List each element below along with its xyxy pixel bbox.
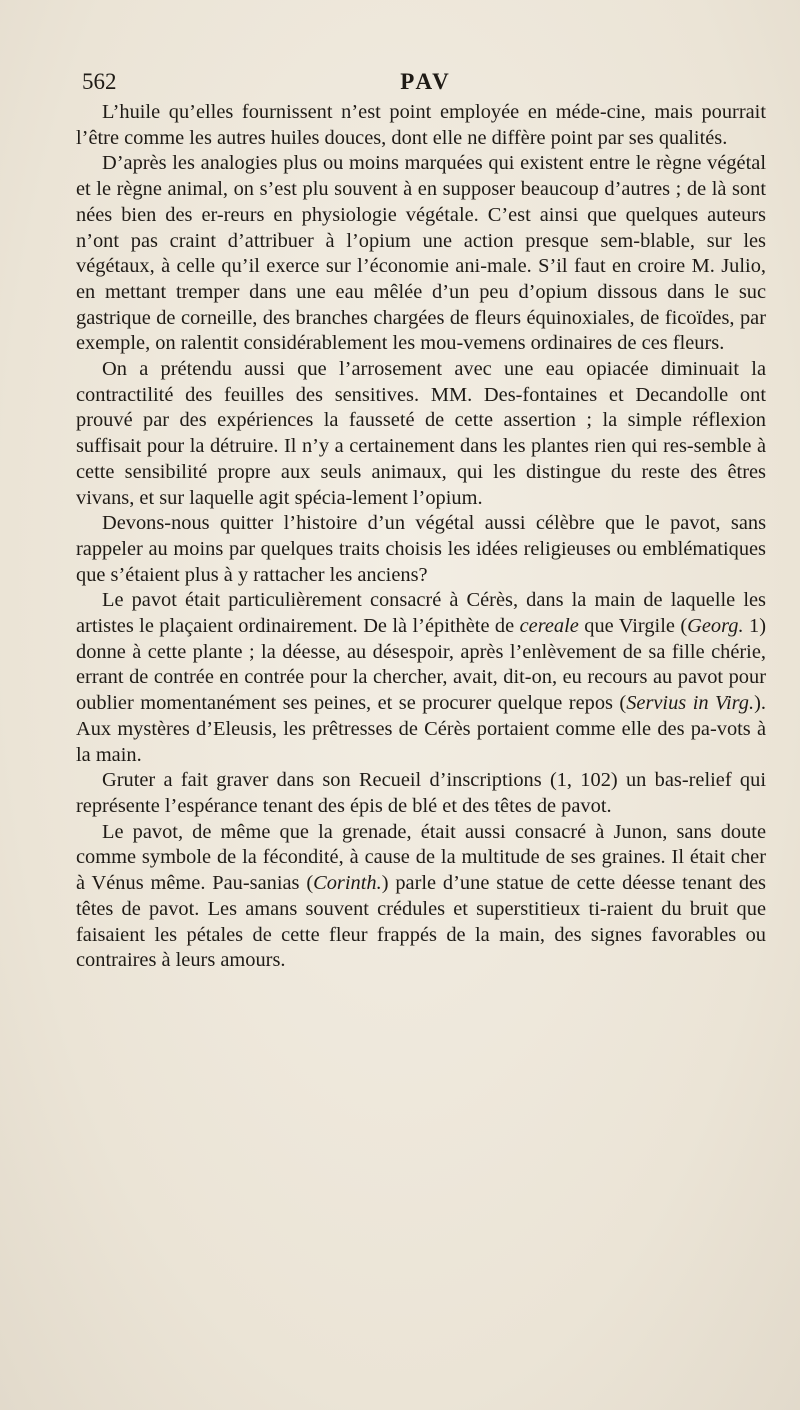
text-run: L’huile qu’elles fournissent n’est point employée en méde-cine, mais pourrait l’être comme les autres huiles douces, dont elle ne diffère point par ses qualités.	[76, 101, 766, 149]
italic-text: Corinth.	[313, 872, 382, 895]
paragraph	[76, 588, 766, 768]
text-run: Devons-nous quitter l’histoire d’un végétal aussi célèbre que le pavot, sans rappeler au moins par quelques traits choisis les idées religieuses ou emblématiques que s’étaient plus à y rattacher les anciens?	[76, 512, 766, 586]
paragraph	[76, 100, 766, 151]
text-run: ). Aux mystères d’Eleusis, les prêtresses de Cérès portaient comme elle des pa-vots à la main.	[76, 692, 766, 766]
paragraph	[76, 357, 766, 511]
text-run: Le pavot, de même que la grenade, était aussi consacré à Junon, sans doute comme symbole de la fécondité, à cause de la multitude de ses graines. Il était cher à Vénus même. Pau-sanias (	[76, 820, 766, 895]
running-head: PAV	[400, 69, 452, 94]
page-header	[82, 64, 770, 100]
text-run: D’après les analogies plus ou moins marquées qui existent entre le règne végétal et le règne animal, on s’est plu souvent à en supposer beaucoup d’autres ; de là sont nées bien des er-reurs en physiologie végétale. C’est ainsi que quelques auteurs n’ont pas craint d’attribuer à l’opium une action presque sem-blable, sur les végétaux, à celle qu’il exerce sur l’économie ani-male. S’il faut en croire M. Julio, en mettant tremper dans une eau mêlée d’un peu d’opium dissous dans le suc gastrique de corneille, des branches chargées de fleurs équinoxiales, de ficoïdes, par exemple, on ralentit considérablement les mou-vemens ordinaires de ces fleurs.	[76, 152, 766, 355]
paragraph	[76, 768, 766, 819]
text-run: que Virgile (	[578, 615, 688, 638]
paragraph	[76, 151, 766, 357]
italic-text: cereale	[519, 615, 579, 638]
italic-text: Georg.	[687, 615, 744, 638]
italic-text: Servius in Virg.	[626, 692, 755, 715]
text-run: On a prétendu aussi que l’arrosement avec une eau opiacée diminuait la contractilité des feuilles des sensitives. MM. Des-fontaines et Decandolle ont prouvé par des expériences la fausseté de cette assertion ; la simple réflexion suffisait pour la détruire. Il n’y a certainement dans les plantes rien qui res-semble à cette sensibilité propre aux seuls animaux, qui les distingue du reste des êtres vivans, et sur laquelle agit spécia-lement l’opium.	[76, 358, 766, 509]
body-text	[76, 100, 766, 974]
text-run: ) parle d’une statue de cette déesse tenant des têtes de pavot. Les amans souvent crédules et superstitieux ti-raient du bruit que faisaient les pétales de cette fleur frappés de la main, des signes favorables ou contraires à leurs amours.	[76, 872, 766, 972]
paragraph	[76, 511, 766, 588]
paragraph	[76, 820, 766, 974]
text-run: Le pavot était particulièrement consacré à Cérès, dans la main de laquelle les artistes le plaçaient ordinairement. De là l’épithète de	[76, 589, 766, 638]
page-number: 562	[82, 69, 117, 94]
text-run: 1) donne à cette plante ; la déesse, au désespoir, après l’enlèvement de sa fille chérie, errant de contrée en contrée pour la chercher, avait, dit-on, eu recours au pavot pour oublier momentanément ses peines, et se procurer quelque repos (	[76, 615, 766, 715]
text-run: Gruter a fait graver dans son Recueil d’inscriptions (1, 102) un bas-relief qui représente l’espérance tenant des épis de blé et des têtes de pavot.	[76, 769, 766, 817]
